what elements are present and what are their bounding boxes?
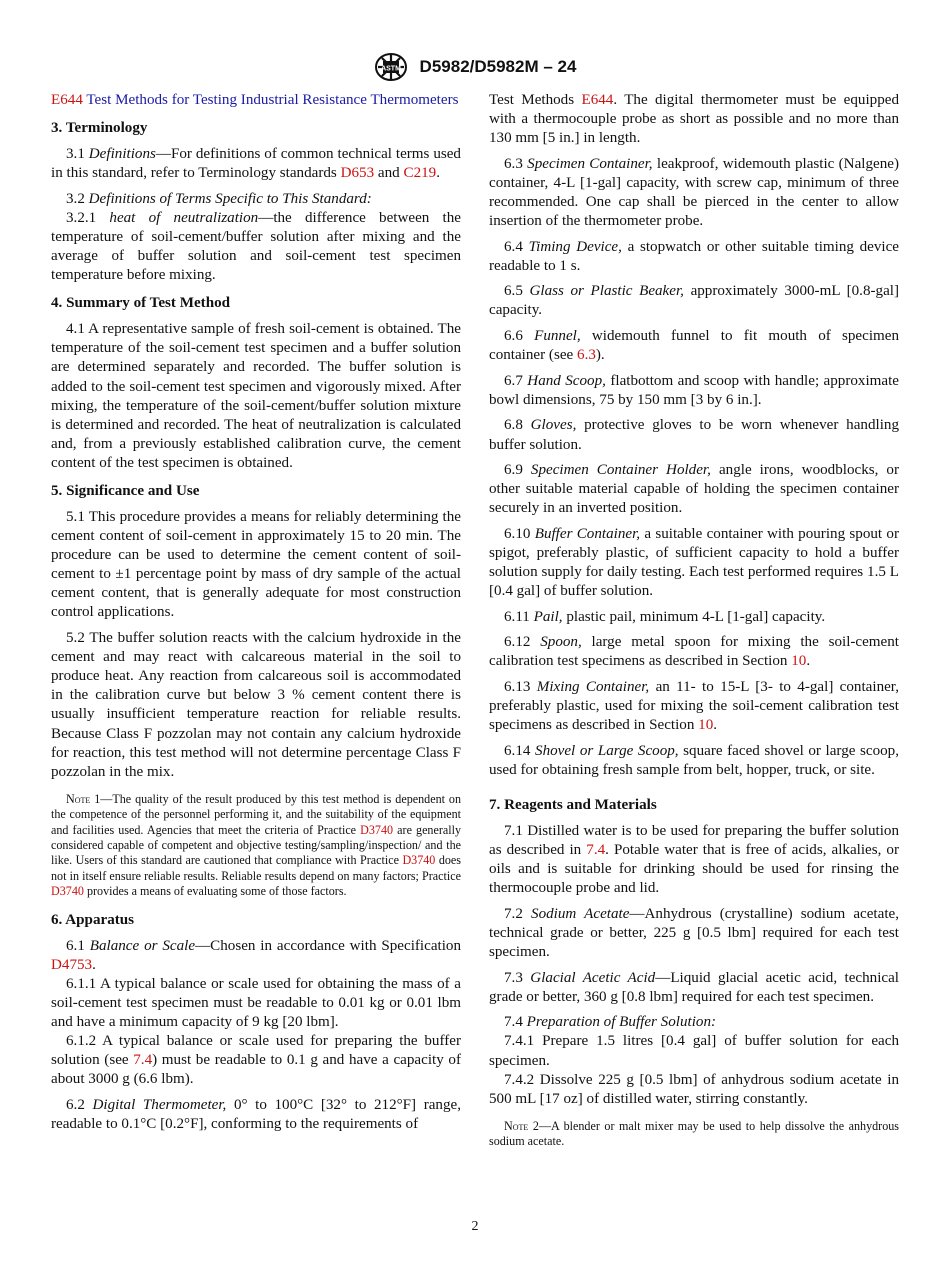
standard-designation: D5982/D5982M – 24 <box>419 57 577 76</box>
para-6-12: 6.12 Spoon, large metal spoon for mixing the soil-cement calibration test specimens as described in Section 10. <box>489 634 899 670</box>
link-section-10[interactable]: 10 <box>791 653 807 670</box>
link-7-4[interactable]: 7.4 <box>586 842 606 859</box>
section-7-heading: 7. Reagents and Materials <box>489 797 657 813</box>
para-6-10: 6.10 Buffer Container, a suitable container with pouring spout or spigot, preferably plastic, of sufficient capacity to hold a buffer solution supply for daily testing. Each test performed requires 1.5 L [0.4 gal] of buffer solution. <box>489 525 899 600</box>
link-d653[interactable]: D653 <box>340 165 375 182</box>
para-6-1-2: 6.1.2 A typical balance or scale used for preparing the buffer solution (see 7.4) must be readable to 0.1 g and have a capacity of about 3000 g (6.6 lbm). <box>51 1033 461 1088</box>
reference-title: Test Methods for Testing Industrial Resistance Thermometers <box>86 92 459 108</box>
note-2: Note 2—A blender or malt mixer may be used to help dissolve the anhydrous sodium acetate. <box>489 1118 899 1149</box>
section-5-heading: 5. Significance and Use <box>51 483 200 499</box>
para-7-4: 7.4 Preparation of Buffer Solution: <box>504 1014 717 1031</box>
link-section-10[interactable]: 10 <box>698 717 714 734</box>
para-7-4-2: 7.4.2 Dissolve 225 g [0.5 lbm] of anhydrous sodium acetate in 500 mL [17 oz] of distilled water, stirring constantly. <box>489 1071 899 1107</box>
para-3-1: 3.1 Definitions—For definitions of common technical terms used in this standard, refer to Terminology standards D653 and C219. <box>51 146 461 182</box>
para-6-2-cont: Test Methods E644. The digital thermometer must be equipped with a thermocouple probe as short as possible and no more than 130 mm [5 in.] in length. <box>489 92 899 147</box>
link-d3740[interactable]: D3740 <box>402 853 436 868</box>
link-6-3[interactable]: 6.3 <box>577 347 596 364</box>
link-e644[interactable]: E644 <box>51 92 83 108</box>
para-7-2: 7.2 Sodium Acetate—Anhydrous (crystalline) sodium acetate, technical grade or better, 225 g [0.5 lbm] required for each test specimen. <box>489 905 899 961</box>
note-1: Note 1—The quality of the result produced by this test method is dependent on the competence of the personnel performing it, and the suitability of the equipment and facilities used. Agencies that meet the criteria of Practice D3740 are generally considered capable of competent and objective testing/sampling/inspection/ and the like. Users of this standard are cautioned that compliance with Practice D3740 does not in itself ensure reliable results. Reliable results depend on many factors; Practice D3740 provides a means of evaluating some of those factors. <box>51 791 462 899</box>
para-5-1: 5.1 This procedure provides a means for reliably determining the cement content of soil-cement in approximately 15 to 20 min. The procedure can be used to determine the cement content of soil-cement to ±1 percentage point by mass of dry sample of the actual cement content, that is generally adequate for most construction control applications. <box>51 509 461 621</box>
para-7-3: 7.3 Glacial Acetic Acid—Liquid glacial acetic acid, technical grade or better, 360 g [0.8 lbm] required for each test specimen. <box>489 969 900 1005</box>
link-e644[interactable]: E644 <box>581 92 614 108</box>
para-6-14: 6.14 Shovel or Large Scoop, square faced shovel or large scoop, used for obtaining fresh sample from belt, hopper, truck, or site. <box>489 742 900 778</box>
para-6-13: 6.13 Mixing Container, an 11- to 15-L [3- to 4-gal] container, preferably plastic, used for mixing the soil-cement calibration test specimens as described in Section 10. <box>489 679 900 734</box>
para-6-8: 6.8 Gloves, protective gloves to be worn whenever handling buffer solution. <box>489 417 899 453</box>
section-6-heading: 6. Apparatus <box>51 911 135 928</box>
para-6-1: 6.1 Balance or Scale—Chosen in accordance with Specification D4753. <box>51 937 461 973</box>
link-d3740[interactable]: D3740 <box>360 822 394 837</box>
astm-logo-icon <box>374 52 408 82</box>
section-4-heading: 4. Summary of Test Method <box>51 295 231 312</box>
para-6-2: 6.2 Digital Thermometer, 0° to 100°C [32° to 212°F] range, readable to 0.1°C [0.2°F], conforming to the requirements of <box>51 1096 461 1132</box>
para-3-2: 3.2 Definitions of Terms Specific to This Standard: <box>66 190 372 207</box>
page-header <box>0 52 950 82</box>
reference-e644 <box>51 91 461 110</box>
link-d4753[interactable]: D4753 <box>51 956 93 973</box>
para-3-2-1: 3.2.1 heat of neutralization—the difference between the temperature of soil-cement/buffer solution after mixing and the average of buffer solution and soil-cement test specimen temperature before mixing. <box>51 209 461 284</box>
page-number: 2 <box>471 1219 479 1234</box>
para-6-11: 6.11 Pail, plastic pail, minimum 4-L [1-gal] capacity. <box>504 608 826 625</box>
link-c219[interactable]: C219 <box>403 165 437 182</box>
left-column <box>51 91 461 1141</box>
link-7-4[interactable]: 7.4 <box>133 1052 153 1069</box>
para-6-5: 6.5 Glass or Plastic Beaker, approximately 3000-mL [0.8-gal] capacity. <box>489 283 899 319</box>
para-6-6: 6.6 Funnel, widemouth funnel to fit mouth of specimen container (see 6.3). <box>489 328 899 364</box>
section-3-heading: 3. Terminology <box>51 120 148 137</box>
para-6-1-1: 6.1.1 A typical balance or scale used for obtaining the mass of a soil-cement test specimen must be readable to 0.01 kg or 0.01 lbm and have a minimum capacity of 9 kg [20 lbm]. <box>51 975 461 1031</box>
link-d3740[interactable]: D3740 <box>51 884 84 899</box>
right-column <box>489 91 899 1161</box>
para-7-1: 7.1 Distilled water is to be used for preparing the buffer solution as described in 7.4. Potable water that is free of acids, alkalies, or oils and is suitable for drinking should be used for rinsing the thermocouple probe and lid. <box>489 823 899 897</box>
svg-text:ASTM: ASTM <box>380 65 401 73</box>
para-6-4: 6.4 Timing Device, a stopwatch or other suitable timing device readable to 1 s. <box>489 238 899 274</box>
para-6-9: 6.9 Specimen Container Holder, angle irons, woodblocks, or other suitable material capable of holding the specimen container securely in an inverted position. <box>489 462 899 517</box>
para-6-3: 6.3 Specimen Container, leakproof, widemouth plastic (Nalgene) container, 4-L [1-gal] capacity, with screw cap, minimum of three recommended. One cap shall be pierced in the center to allow insertion of the thermometer probe. <box>489 155 899 230</box>
para-7-4-1: 7.4.1 Prepare 1.5 litres [0.4 gal] of buffer solution for each specimen. <box>489 1033 899 1069</box>
para-5-2: 5.2 The buffer solution reacts with the calcium hydroxide in the cement and may react with calcareous material in the soil to produce heat. Any reaction from calcareous soil is accommodated in the calibration curve but below 3 % cement content there is usually insufficient temperature reaction for reliable results. Because Class F pozzolan may not contain any calcium hydroxide for reaction, this test method will not determine percentage Class F pozzolan in the mix. <box>51 630 461 780</box>
para-6-7: 6.7 Hand Scoop, flatbottom and scoop with handle; approximate bowl dimensions, 75 by 150 mm [3 by 6 in.]. <box>489 372 899 408</box>
para-4-1: 4.1 A representative sample of fresh soil-cement is obtained. The temperature of the soil-cement test specimen and a buffer solution are determined separately and recorded. The buffer solution is added to the soil-cement test specimen and vigorously mixed. After mixing, the temperature of the soil-cement/buffer solution mixture is determined and recorded. The heat of neutralization is calculated and, from a previously established calibration curve, the cement content of the test specimen is obtained. <box>51 321 461 471</box>
